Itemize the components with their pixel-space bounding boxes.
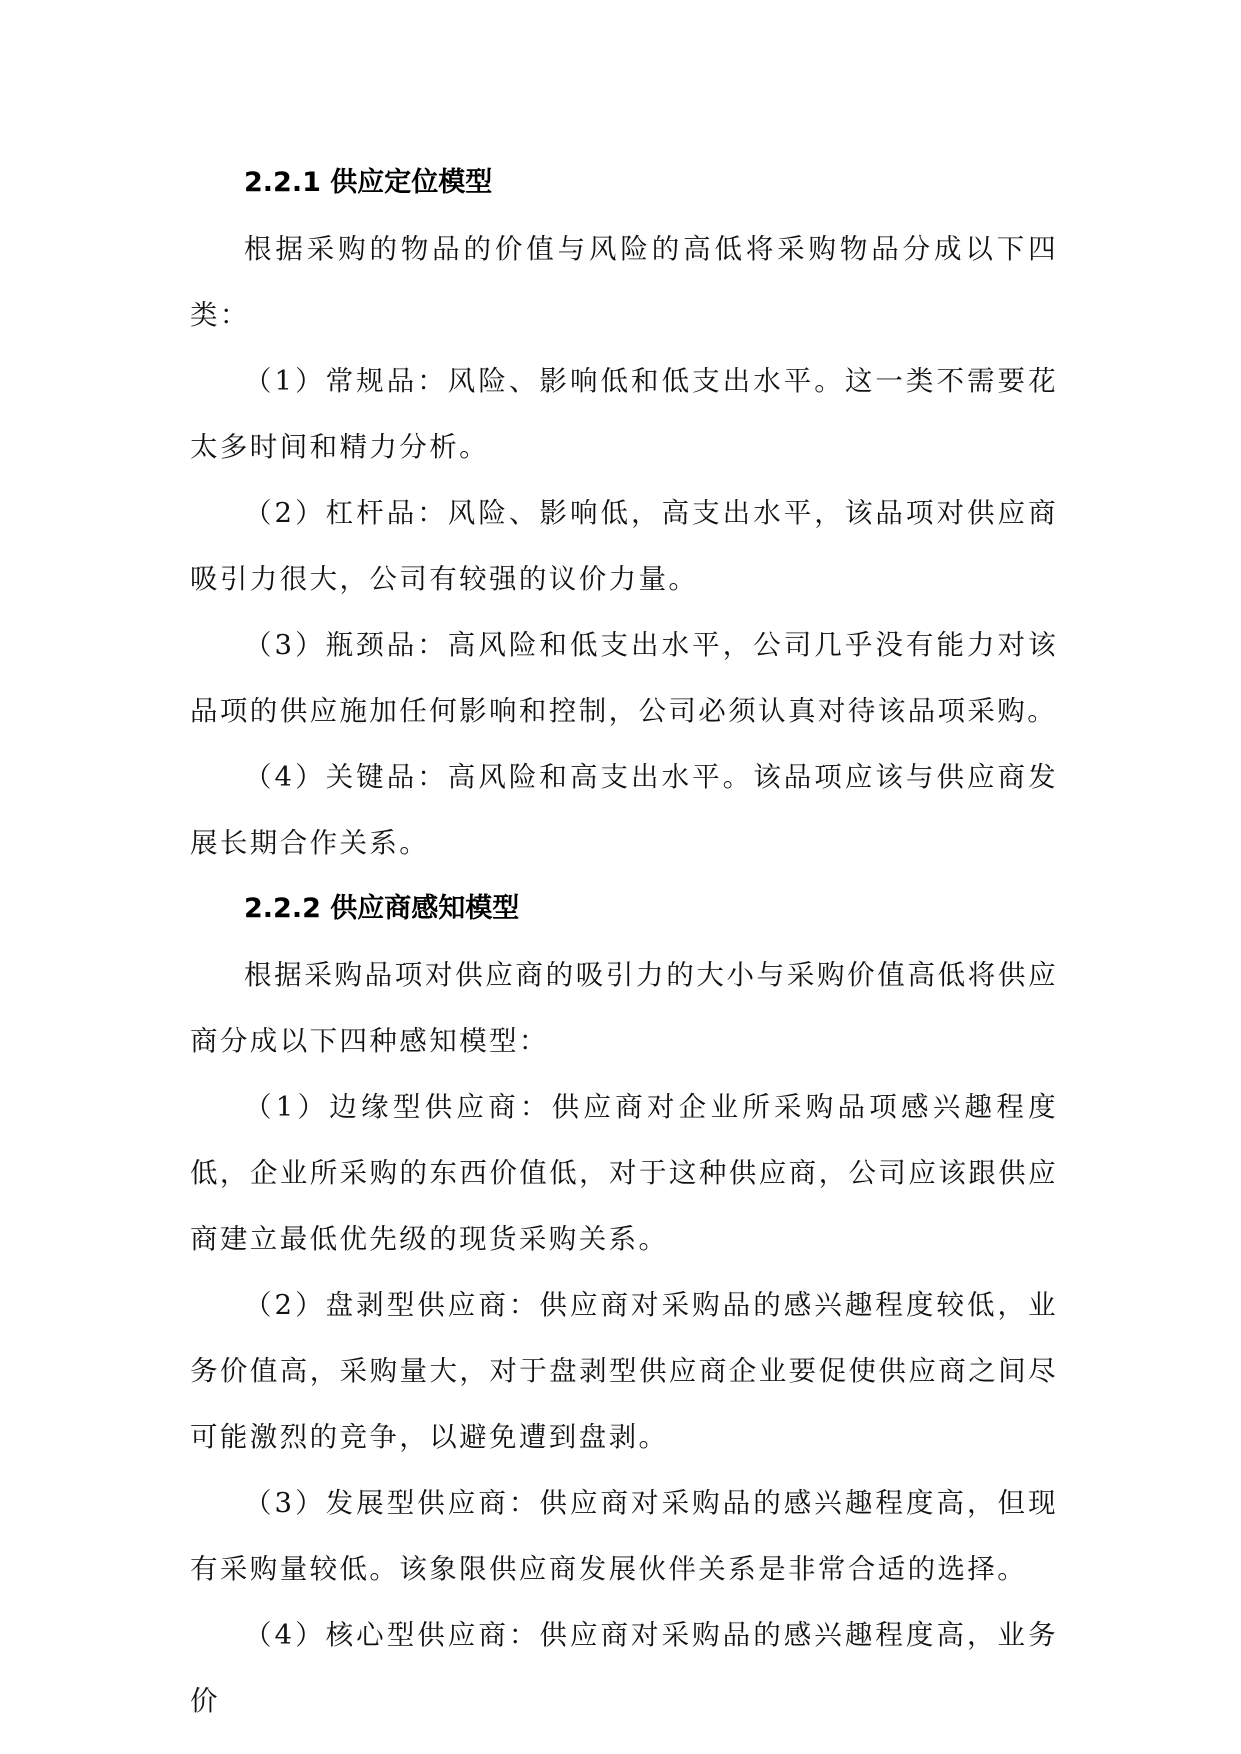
paragraph: 根据采购品项对供应商的吸引力的大小与采购价值高低将供应商分成以下四种感知模型： xyxy=(190,959,1058,1057)
paragraph: （2）杠杆品：风险、影响低，高支出水平，该品项对供应商吸引力很大，公司有较强的议价力量。 xyxy=(190,497,1058,595)
paragraph: 根据采购的物品的价值与风险的高低将采购物品分成以下四类： xyxy=(190,233,1058,331)
paragraph: （3）瓶颈品：高风险和低支出水平，公司几乎没有能力对该品项的供应施加任何影响和控制，公司必须认真对待该品项采购。 xyxy=(190,629,1058,727)
document-body xyxy=(190,150,1058,1734)
paragraph: （4）关键品：高风险和高支出水平。该品项应该与供应商发展长期合作关系。 xyxy=(190,761,1058,859)
paragraph: （2）盘剥型供应商：供应商对采购品的感兴趣程度较低，业务价值高，采购量大，对于盘剥型供应商企业要促使供应商之间尽可能激烈的竞争，以避免遭到盘剥。 xyxy=(190,1289,1058,1453)
paragraph: （4）核心型供应商：供应商对采购品的感兴趣程度高，业务价 xyxy=(190,1619,1058,1717)
paragraph: （3）发展型供应商：供应商对采购品的感兴趣程度高，但现有采购量较低。该象限供应商发展伙伴关系是非常合适的选择。 xyxy=(190,1487,1058,1585)
paragraph: （1）边缘型供应商：供应商对企业所采购品项感兴趣程度低，企业所采购的东西价值低，对于这种供应商，公司应该跟供应商建立最低优先级的现货采购关系。 xyxy=(190,1091,1058,1255)
section-heading-2-2-2: 2.2.2 供应商感知模型 xyxy=(244,893,520,924)
section-heading-2-2-1: 2.2.1 供应定位模型 xyxy=(244,167,493,198)
paragraph: （1）常规品：风险、影响低和低支出水平。这一类不需要花太多时间和精力分析。 xyxy=(190,365,1058,463)
